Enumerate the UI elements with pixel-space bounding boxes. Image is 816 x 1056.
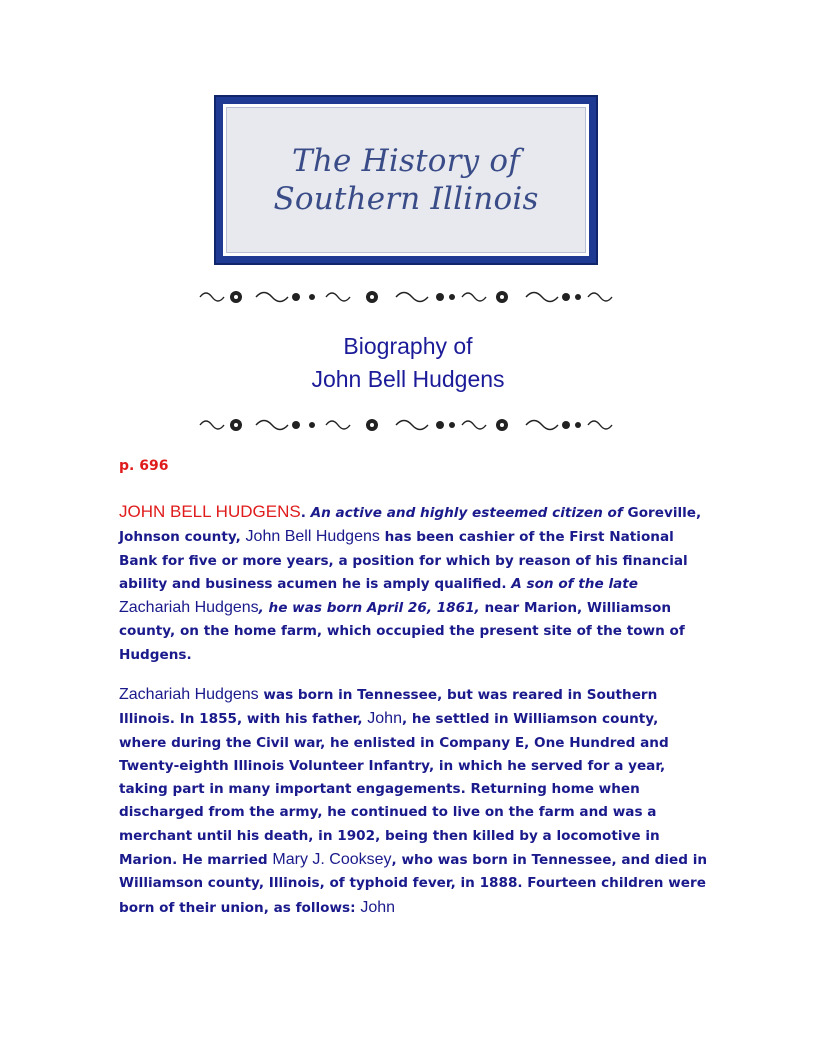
ornamental-divider-top	[196, 286, 616, 308]
person-name: Mary J. Cooksey	[272, 851, 392, 869]
biography-paragraph-1	[119, 500, 709, 667]
person-name: Zachariah Hudgens	[119, 686, 259, 703]
person-name: John Bell Hudgens	[245, 528, 380, 546]
text-run: , he was born April 26, 1861,	[258, 600, 480, 617]
subject-name-heading: JOHN BELL HUDGENS	[119, 502, 301, 521]
history-banner	[214, 95, 598, 265]
text-run: has been cashier of the First National Bank for five or more years, a position for which by reason of his financial ability and business acumen he is amply qualified.	[119, 529, 688, 592]
text-run: , he settled in Williamson county, where during the Civil war, he enlisted in Company E, One Hundred and Twenty-eighth Illinois Volunteer Infantry, in which he served for a year, taking part in many important engagements. Returning home when discharged from the army, he continued to live on the farm and was a merchant until his death, in 1902, being then killed by a locomotive in Marion. He married	[119, 711, 669, 869]
scroll-ornament-icon	[196, 286, 616, 308]
person-name: John	[360, 898, 396, 916]
page-title-line-2: John Bell Hudgens	[311, 366, 505, 392]
banner-inner-panel	[223, 104, 589, 256]
banner-title-line-1: The History of	[292, 143, 520, 179]
page-reference: p. 696	[119, 458, 169, 474]
text-run: Goreville, Johnson county,	[119, 505, 702, 546]
ornamental-divider-bottom	[196, 414, 616, 436]
person-name: John	[367, 710, 402, 728]
scroll-ornament-icon	[196, 414, 616, 436]
text-run: was born in Tennessee, but was reared in Southern Illinois. In 1855, with his father,	[119, 687, 658, 728]
text-run: .	[300, 505, 306, 521]
text-run: , who was born in Tennessee, and died in Williamson county, Illinois, of typhoid fever, in 1888. Fourteen children were born of their union, as follows:	[119, 852, 708, 916]
text-run: near Marion, Williamson county, on the home farm, which occupied the present site of the town of Hudgens.	[119, 600, 685, 663]
text-run: A son of the late	[506, 575, 638, 592]
banner-title-line-2: Southern Illinois	[273, 181, 539, 217]
biography-paragraph-2	[119, 683, 709, 920]
text-run: An active and highly esteemed citizen of	[305, 505, 623, 521]
page-title-line-1: Biography of	[343, 333, 473, 359]
person-name: Zachariah Hudgens	[119, 599, 259, 617]
